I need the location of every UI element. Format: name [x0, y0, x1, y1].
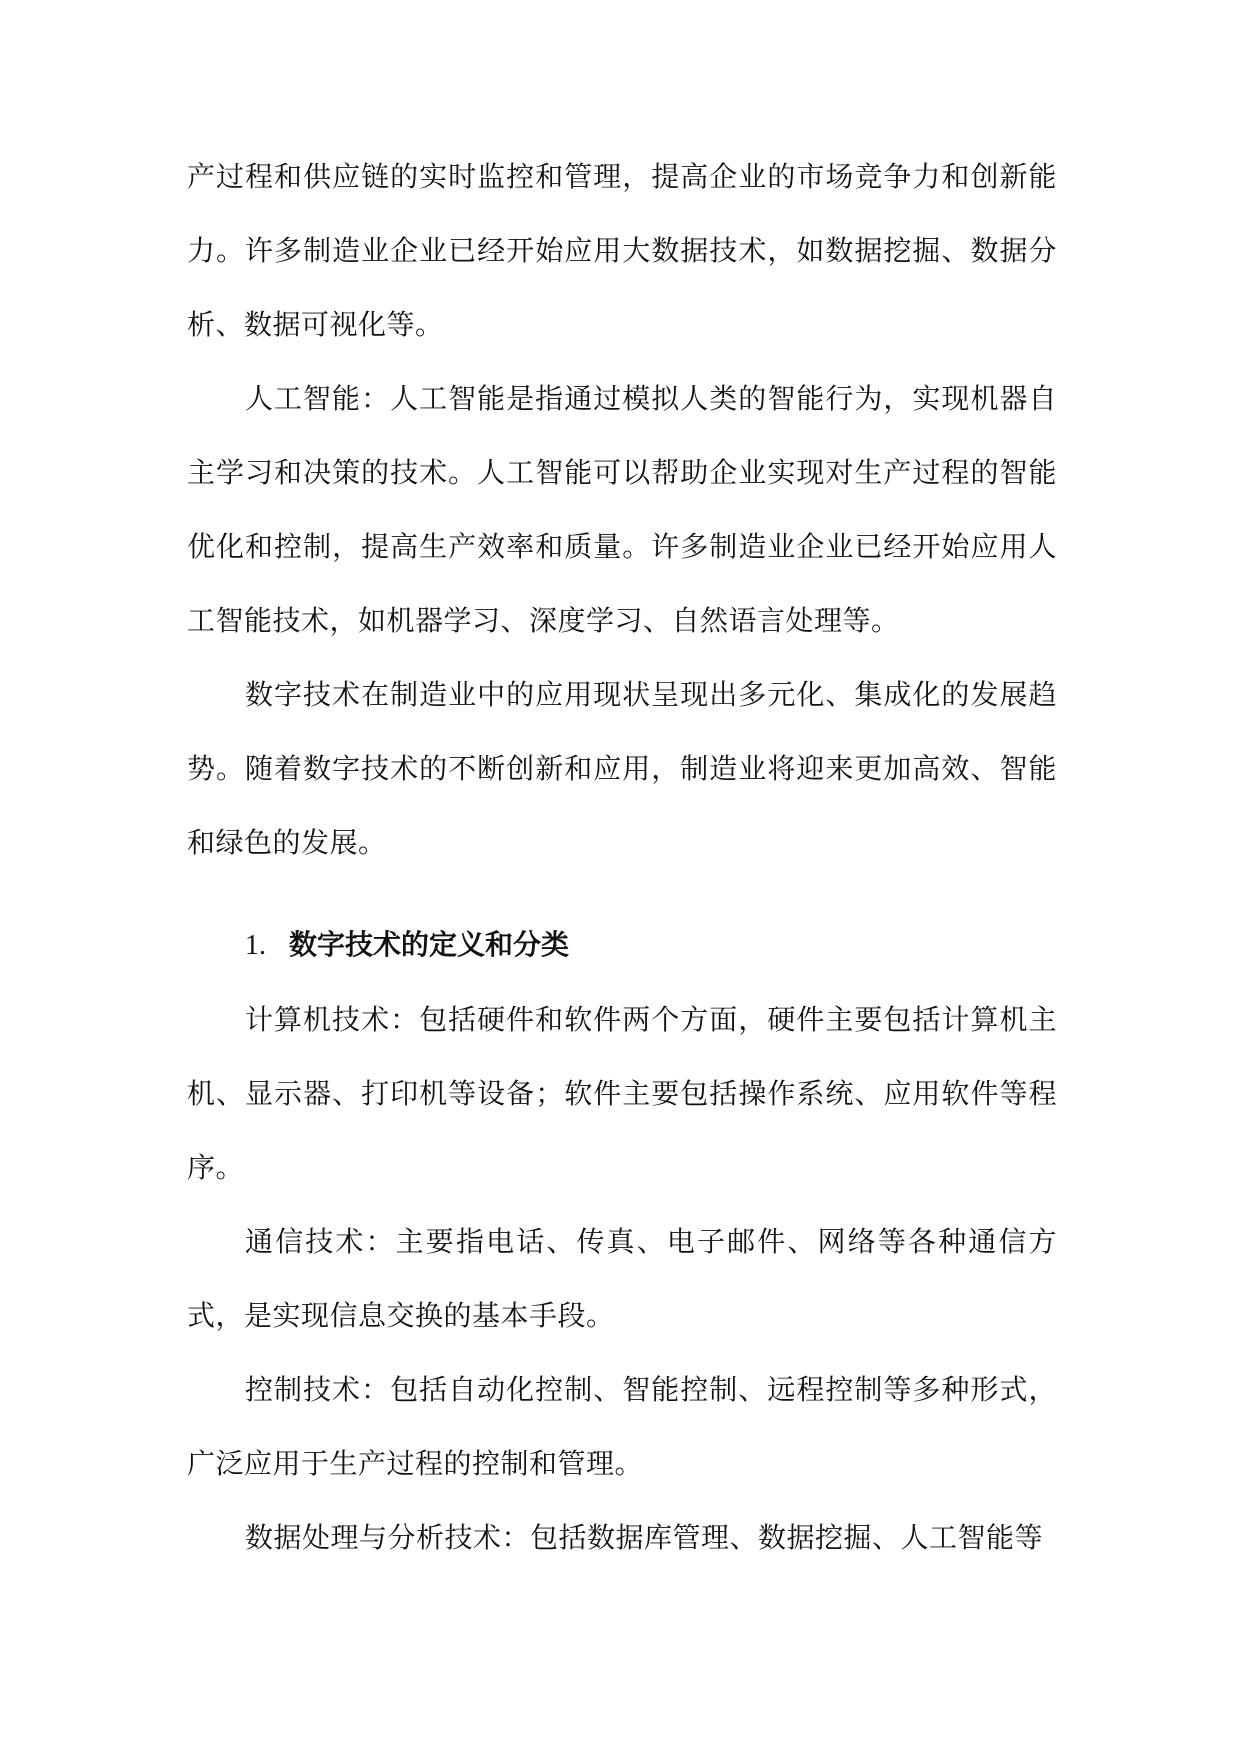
section-title: 数字技术的定义和分类 [289, 928, 570, 961]
paragraph-application-trend: 数字技术在制造业中的应用现状呈现出多元化、集成化的发展趋势。随着数字技术的不断创新和应用，制造业将迎来更加高效、智能和绿色的发展。 [187, 678, 1057, 859]
paragraph-continued-big-data: 产过程和供应链的实时监控和管理，提高企业的市场竞争力和创新能力。许多制造业企业已经开始应用大数据技术，如数据挖掘、数据分析、数据可视化等。 [187, 160, 1057, 341]
paragraph-data-processing-technology: 数据处理与分析技术：包括数据库管理、数据挖掘、人工智能等 [245, 1521, 1044, 1554]
paragraph-computer-technology: 计算机技术：包括硬件和软件两个方面，硬件主要包括计算机主机、显示器、打印机等设备；软件主要包括操作系统、应用软件等程序。 [187, 1003, 1057, 1184]
paragraph-communication-technology: 通信技术：主要指电话、传真、电子邮件、网络等各种通信方式，是实现信息交换的基本手段。 [187, 1225, 1057, 1332]
section-number: 1. [245, 930, 266, 961]
document-body [187, 140, 1057, 1575]
section-heading [187, 908, 1057, 983]
paragraph-artificial-intelligence: 人工智能：人工智能是指通过模拟人类的智能行为，实现机器自主学习和决策的技术。人工智能可以帮助企业实现对生产过程的智能优化和控制，提高生产效率和质量。许多制造业企业已经开始应用人工智能技术，如机器学习、深度学习、自然语言处理等。 [187, 382, 1057, 637]
paragraph-control-technology: 控制技术：包括自动化控制、智能控制、远程控制等多种形式，广泛应用于生产过程的控制和管理。 [187, 1373, 1057, 1480]
